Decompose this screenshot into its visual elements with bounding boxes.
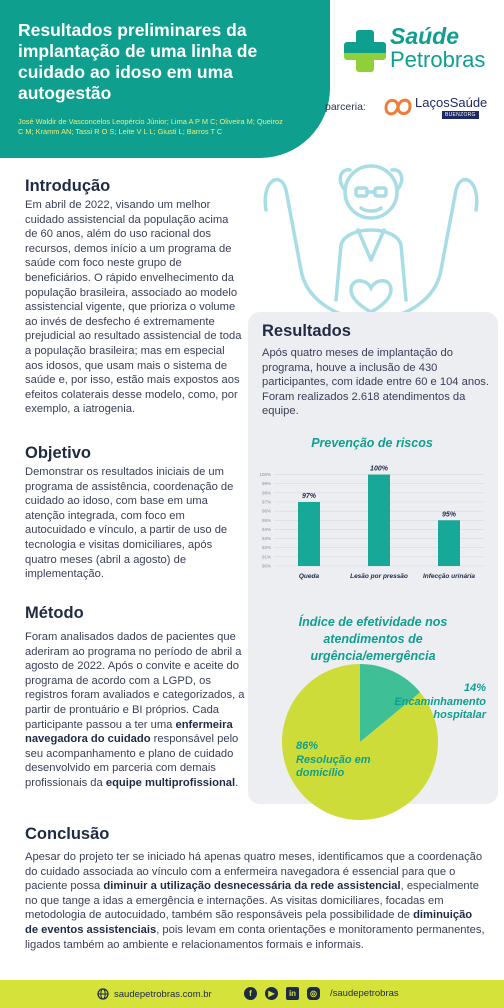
y-tick-label: 96% bbox=[261, 508, 271, 514]
intro-text: Em abril de 2022, visando um melhor cuidado assistencial da população acima de 60 anos, além do uso racional dos recursos, demos início a um programa de saúde com foco neste grupo de beneficiários. O rápido envelhecimento da população brasileira, associado ao modelo assistencial vigente, que prioriza o volume ao invés de desfecho é extremamente prejudicial ao resultado assistencial de toda a população brasileira; mas em especial aos idosos, que usam mais o sistema de saúde e, por isso, estão mais expostos aos efeitos colaterais desse modelo, como, por exemplo, a iatrogenia. bbox=[25, 199, 242, 416]
partner-label: parceria: bbox=[325, 101, 366, 113]
lacos-saude-logo bbox=[382, 92, 500, 124]
authors: José Waldir de Vasconcelos Leopércio Júnior; Lima A P M C; Oliveira M; Queiroz C M; Kramm AN; Tassi R O S; Leite V L L; Giusti L; Barros T C bbox=[18, 117, 283, 137]
conclusion-text: Apesar do projeto ter se iniciado há apenas quatro meses, identificamos que a coordenação do cuidado associada ao vínculo com a enfermeira navegadora é essencial para que o paciente possa diminuir a utilização desnecessária da rede assistencial, especialmente no que tange a idas a emergência e internações. As visitas domiciliares, focadas em metodologia de autocuidado, também são responsáveis pela possibilidade de diminuição de eventos assistenciais, pois levam em conta orientações e monitoramento permanentes, ligados também ao ambiente e relacionamentos formais e informais. bbox=[25, 851, 485, 951]
y-tick-label: 98% bbox=[261, 490, 271, 496]
category-label: Lesão por pressão bbox=[350, 573, 408, 580]
partner-name: LaçosSaúde bbox=[415, 95, 488, 110]
y-tick-label: 97% bbox=[261, 499, 271, 505]
partner-badge: BUENZORG bbox=[442, 111, 479, 119]
linkedin-icon[interactable]: in bbox=[286, 987, 299, 1000]
conclusion-bold-1: diminuir a utilização desnecessária da rede assistencial bbox=[103, 880, 401, 893]
pie-label-home: Resolução em domicílio bbox=[296, 754, 371, 779]
saude-petrobras-logo bbox=[342, 22, 498, 78]
objective-text: Demonstrar os resultados iniciais de um programa de assistência, coordenação de cuidado ao idoso, com base em uma atenção integrada, com foco em autocuidado e vínculo, a partir de uso de tecnologia e visitas domiciliares, após quatro meses (abril a agosto) de implementação. bbox=[25, 466, 234, 581]
bar bbox=[298, 502, 320, 566]
logo-line1: Saúde bbox=[390, 23, 460, 49]
results-text: Após quatro meses de implantação do programa, houve a inclusão de 430 participantes, com idade entre 60 e 104 anos. Foram realizados 2.618 atendimentos da equipe. bbox=[262, 347, 490, 418]
knot-logo-icon bbox=[382, 94, 414, 120]
header-panel bbox=[0, 0, 330, 158]
bar-value-label: 95% bbox=[441, 511, 457, 519]
results-title: Resultados bbox=[262, 322, 351, 340]
elderly-person-illustration bbox=[246, 150, 496, 320]
pie-chart-title: Índice de efetividade nos atendimentos de urgência/emergência bbox=[298, 615, 448, 663]
conclusion-bold-2: diminuição de eventos assistenciais bbox=[25, 909, 473, 936]
method-title: Método bbox=[25, 604, 84, 622]
social-links bbox=[244, 987, 320, 1000]
globe-icon bbox=[97, 988, 109, 1000]
bar bbox=[438, 520, 460, 566]
y-tick-label: 90% bbox=[261, 563, 271, 569]
y-tick-label: 91% bbox=[261, 554, 271, 560]
footer-handle[interactable]: /saudepetrobras bbox=[330, 988, 399, 999]
footer-site: saudepetrobras.com.br bbox=[114, 988, 212, 1000]
category-label: Infecção urinária bbox=[422, 573, 476, 580]
cross-logo-icon bbox=[342, 28, 388, 74]
facebook-icon[interactable]: f bbox=[244, 987, 257, 1000]
y-tick-label: 93% bbox=[261, 536, 271, 542]
objective-title: Objetivo bbox=[25, 444, 92, 462]
pie-label-hospital: Encaminhamento hospitalar bbox=[394, 696, 486, 721]
y-tick-label: 99% bbox=[261, 481, 271, 487]
category-label: Queda bbox=[298, 573, 320, 580]
y-tick-label: 94% bbox=[261, 526, 271, 532]
y-tick-label: 95% bbox=[261, 517, 271, 523]
intro-title: Introdução bbox=[25, 177, 111, 195]
bar-value-label: 100% bbox=[370, 465, 388, 473]
youtube-icon[interactable]: ▶ bbox=[265, 987, 278, 1000]
method-text: Foram analisados dados de pacientes que aderiram ao programa no período de abril a agosto de 2022. Após o convite e aceite do programa de acordo com a LGPD, os registros foram avaliados e categorizados, a partir de prontuário e BI próprios. Cada participante passou a ter uma enfermeira navegadora do cuidado responsável pelo seu acompanhamento e plano de cuidado desenvolvido em parceria com demais profissionais da equipe multiprofissional. bbox=[25, 631, 245, 789]
conclusion-title: Conclusão bbox=[25, 825, 110, 843]
bar-value-label: 97% bbox=[301, 493, 317, 500]
footer-site-link[interactable] bbox=[97, 988, 212, 1000]
footer bbox=[0, 980, 504, 1008]
pie-label-home-value: 86% bbox=[296, 740, 319, 752]
bar-chart-title: Prevenção de riscos bbox=[311, 436, 433, 450]
pie-label-hospital-value: 14% bbox=[463, 682, 486, 694]
logo-line2: Petrobras bbox=[390, 47, 486, 72]
bar bbox=[368, 475, 390, 566]
instagram-icon[interactable]: ◎ bbox=[307, 987, 320, 1000]
y-tick-label: 100% bbox=[259, 472, 271, 478]
method-bold-2: equipe multiprofissional bbox=[105, 776, 236, 789]
method-bold-1: enfermeira navegadora do cuidado bbox=[25, 718, 233, 746]
y-tick-label: 92% bbox=[261, 545, 271, 551]
risk-prevention-bar-chart bbox=[252, 456, 492, 588]
poster-title: Resultados preliminares da implantação de uma linha de cuidado ao idoso em uma autogestão bbox=[18, 20, 258, 103]
